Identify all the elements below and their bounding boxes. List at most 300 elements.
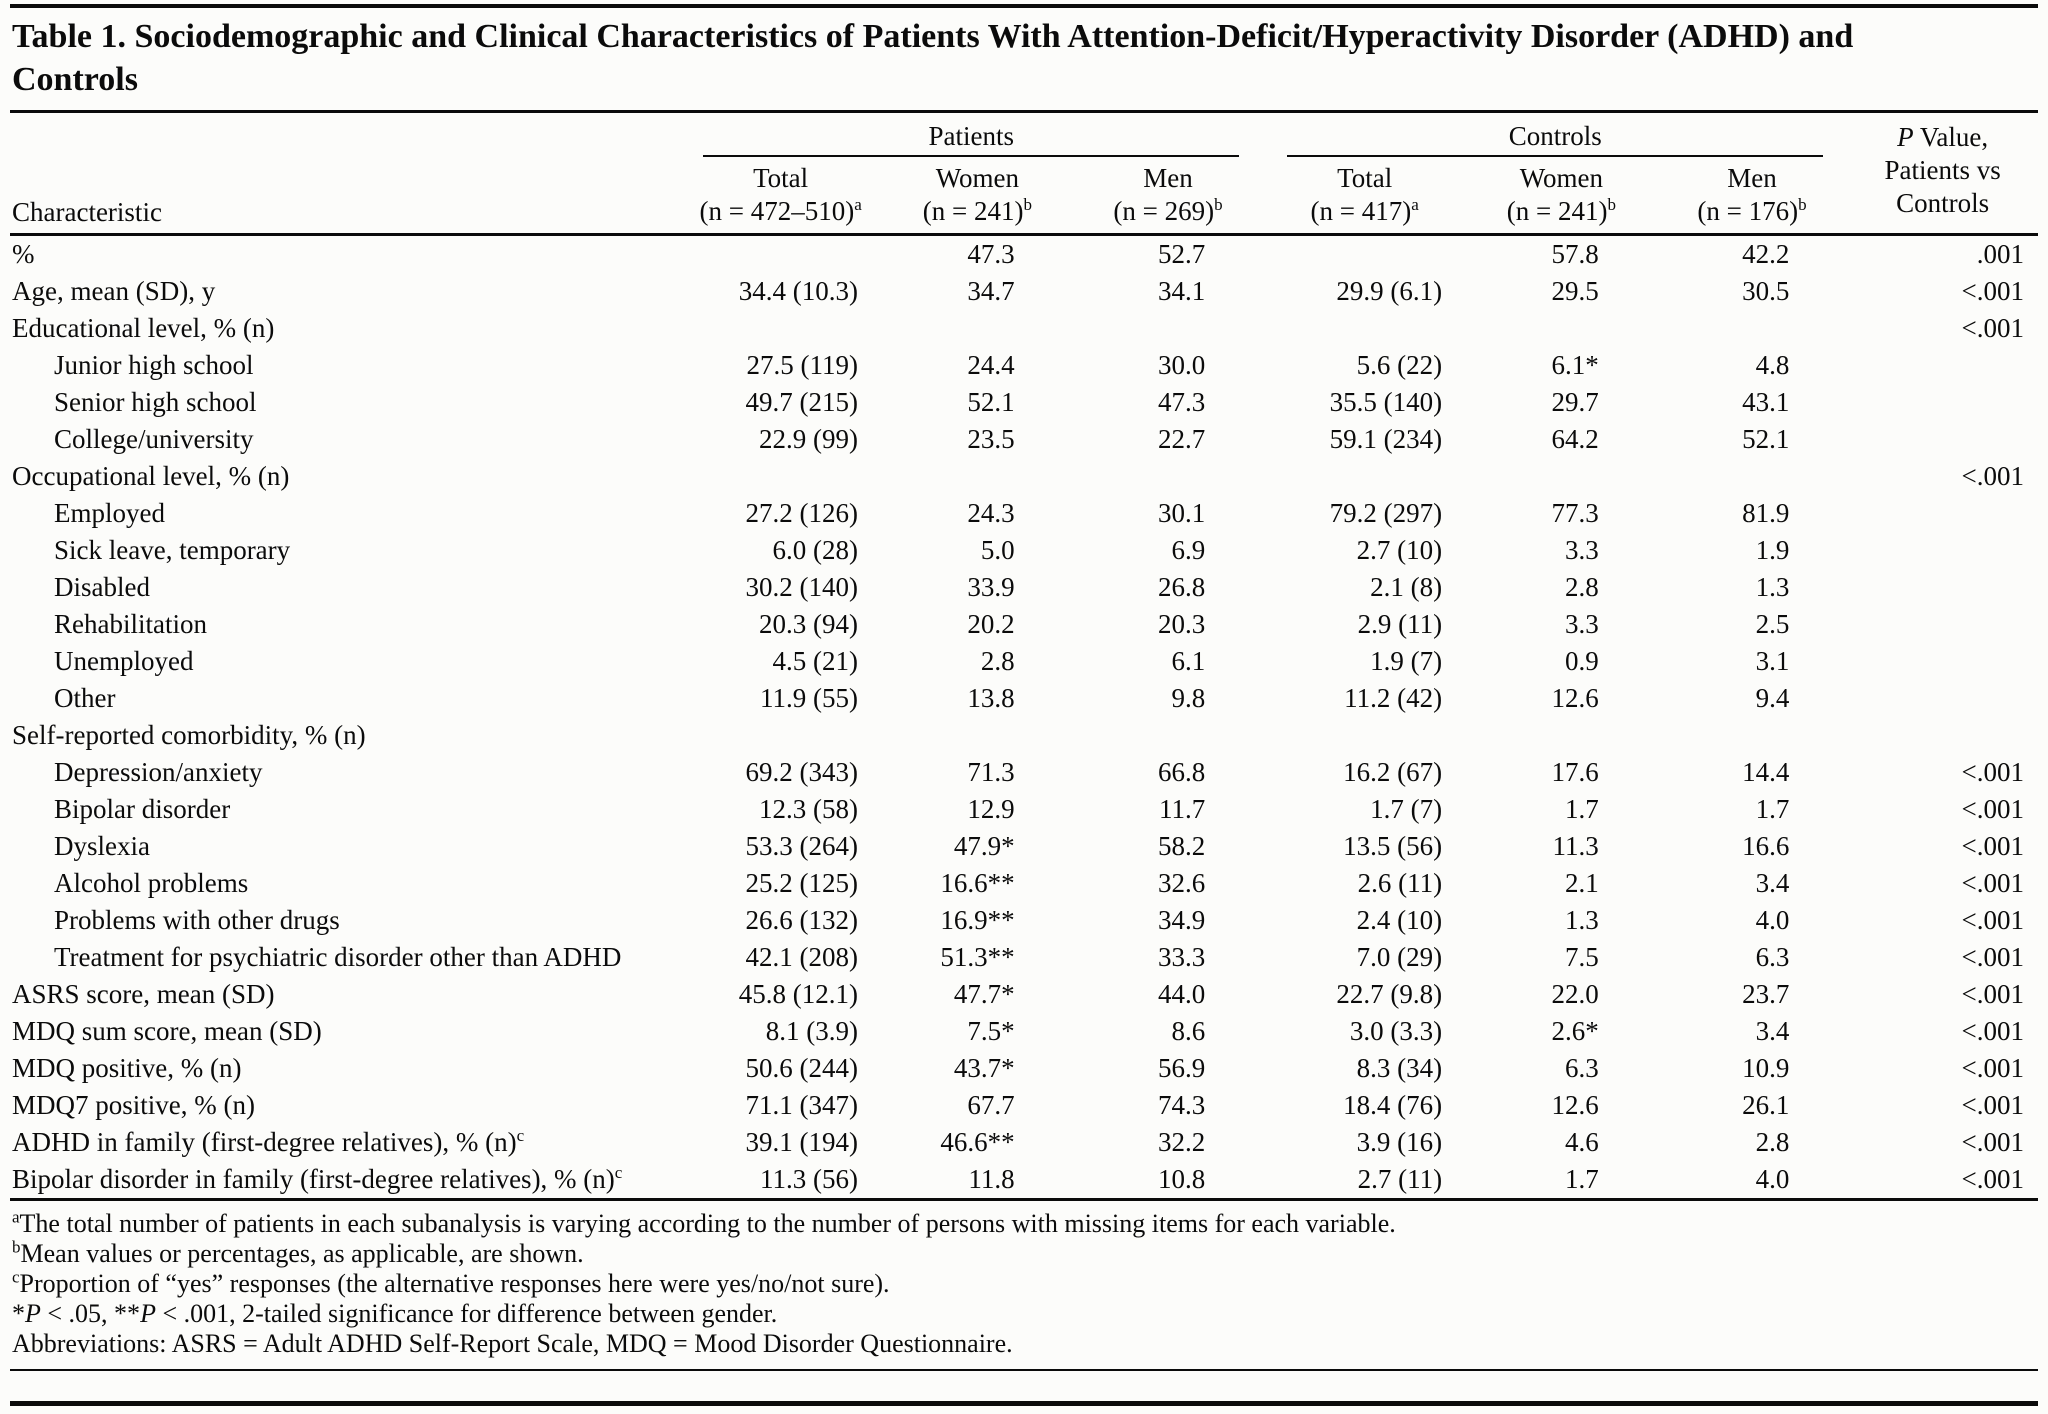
row-label-text: Sick leave, temporary	[54, 535, 291, 565]
cell-value: 9.4	[1755, 683, 1790, 713]
cell-value	[1263, 235, 1466, 274]
cell-value: <.001	[1961, 313, 2024, 343]
cell-value: 27.2 (126)	[745, 498, 859, 528]
cell-value: 27.5 (119)	[746, 350, 859, 380]
footnote-marker: c	[516, 1126, 525, 1145]
row-label-text: MDQ sum score, mean (SD)	[12, 1016, 322, 1046]
cell-value: 52.1	[967, 387, 1015, 417]
cell-value: 35.5 (140)	[1329, 387, 1443, 417]
cell-value: 11.8	[882, 1161, 1073, 1200]
table-row	[10, 791, 2038, 828]
cell-value: <.001	[1961, 979, 2024, 1009]
cell-value: 47.7*	[953, 979, 1015, 1009]
table-row	[10, 606, 2038, 643]
cell-value: 12.6	[1551, 1090, 1599, 1120]
cell-value	[1466, 310, 1657, 347]
column-header-patients-total	[679, 157, 882, 235]
table-row	[10, 643, 2038, 680]
cell-value	[1263, 310, 1466, 347]
cell-value	[1073, 458, 1264, 495]
table-row	[10, 1124, 2038, 1161]
footnote-text: < .05, **	[40, 1299, 141, 1328]
cell-value: 8.1 (3.9)	[765, 1016, 859, 1046]
cell-value: 6.3	[1564, 1053, 1599, 1083]
cell-value: 29.9 (6.1)	[1336, 276, 1443, 306]
column-title: Women	[1519, 163, 1604, 193]
cell-value: 24.4	[967, 350, 1015, 380]
cell-value: 2.8	[1564, 572, 1599, 602]
cell-value: 10.9	[1742, 1053, 1790, 1083]
column-n: (n = 472–510)$^a$	[699, 195, 862, 226]
footnote-marker: b	[12, 1237, 21, 1257]
cell-value: 33.3	[1158, 942, 1206, 972]
cell-value: 7.5	[1564, 942, 1599, 972]
row-label	[10, 421, 679, 458]
column-n: (n = 417)$^a$	[1310, 195, 1419, 226]
row-label-text: Alcohol problems	[54, 868, 249, 898]
cell-value: 22.9 (99)	[759, 424, 859, 454]
cell-value: 9.8	[1171, 683, 1206, 713]
cell-value: 46.6**	[940, 1127, 1015, 1157]
cell-value: 3.4	[1755, 868, 1790, 898]
row-label	[10, 1161, 679, 1200]
cell-value: 1.7 (7)	[1370, 794, 1443, 824]
column-title: Men	[1727, 163, 1777, 193]
cell-value: 12.3 (58)	[759, 794, 859, 824]
end-rule-thick	[10, 1401, 2038, 1406]
cell-value: 29.5	[1551, 276, 1599, 306]
footnote-marker: c	[12, 1267, 20, 1287]
cell-value: 6.1	[1171, 646, 1206, 676]
cell-value: 1.9 (7)	[1370, 646, 1443, 676]
cell-value: 6.1*	[1551, 350, 1599, 380]
table-row	[10, 1087, 2038, 1124]
cell-value: 2.7 (10)	[1356, 535, 1443, 565]
data-table	[10, 113, 2038, 1201]
cell-value: 10.8	[1073, 1161, 1264, 1200]
cell-value: 2.8	[1755, 1127, 1790, 1157]
cell-value: 20.3 (94)	[759, 609, 859, 639]
row-label-text: Treatment for psychiatric disorder other than ADHD	[54, 942, 622, 972]
cell-value	[1847, 384, 2038, 421]
row-label-text: Age, mean (SD), y	[12, 276, 216, 306]
row-label	[10, 384, 679, 421]
cell-value: 1.7	[1466, 1161, 1657, 1200]
cell-value: 34.1	[1158, 276, 1206, 306]
patients-group-header	[679, 113, 1263, 157]
row-label	[10, 939, 679, 976]
footnote-text: *	[12, 1299, 25, 1328]
cell-value: 79.2 (297)	[1329, 498, 1443, 528]
cell-value: 25.2 (125)	[745, 868, 859, 898]
row-label	[10, 458, 679, 495]
cell-value	[1847, 606, 2038, 643]
cell-value	[882, 458, 1073, 495]
cell-value: 52.1	[1742, 424, 1790, 454]
cell-value: 43.7*	[953, 1053, 1015, 1083]
cell-value: 1.9	[1755, 535, 1790, 565]
cell-value	[1263, 458, 1466, 495]
column-header-patients-women	[882, 157, 1073, 235]
cell-value	[1466, 458, 1657, 495]
cell-value: 77.3	[1551, 498, 1599, 528]
cell-value: 42.2	[1742, 239, 1790, 269]
cell-value: <.001	[1961, 1053, 2024, 1083]
cell-value	[679, 235, 882, 274]
pvalue-header-line3: Controls	[1896, 188, 1990, 218]
cell-value: 71.1 (347)	[745, 1090, 859, 1120]
header-group-row	[10, 113, 2038, 157]
row-label	[10, 495, 679, 532]
cell-value: 11.2 (42)	[1344, 683, 1443, 713]
cell-value: 49.7 (215)	[745, 387, 859, 417]
characteristic-header: Characteristic	[10, 113, 679, 235]
cell-value: 22.0	[1551, 979, 1599, 1009]
footnote-text: Proportion of “yes” responses (the alternative responses here were yes/no/not sure).	[19, 1269, 890, 1298]
cell-value: <.001	[1961, 1016, 2024, 1046]
cell-value: 3.0 (3.3)	[1349, 1016, 1443, 1046]
row-label	[10, 235, 679, 274]
footnote-text: Abbreviations: ASRS = Adult ADHD Self-Report Scale, MDQ = Mood Disorder Questionnaire.	[12, 1329, 1013, 1358]
footnote-marker: b	[1023, 195, 1032, 214]
table-row	[10, 976, 2038, 1013]
footnote-text: The total number of patients in each subanalysis is varying according to the number of persons with missing items for each variable.	[19, 1209, 1396, 1238]
cell-value	[679, 458, 882, 495]
cell-value: .001	[1976, 239, 2024, 269]
cell-value: 2.1 (8)	[1370, 572, 1443, 602]
footnote-text: P	[25, 1299, 41, 1328]
footnote-marker: b	[1607, 195, 1616, 214]
cell-value: 0.9	[1564, 646, 1599, 676]
row-label-text: Disabled	[54, 572, 150, 602]
row-label	[10, 1013, 679, 1050]
cell-value: 11.3	[1552, 831, 1599, 861]
cell-value: 7.0 (29)	[1356, 942, 1443, 972]
row-label	[10, 1124, 679, 1161]
column-header-controls-men	[1657, 157, 1848, 235]
cell-value: 59.1 (234)	[1329, 424, 1443, 454]
cell-value: 5.6 (22)	[1356, 350, 1443, 380]
table-row	[10, 939, 2038, 976]
table-row	[10, 458, 2038, 495]
cell-value	[1847, 643, 2038, 680]
cell-value: 57.8	[1551, 239, 1599, 269]
table-header	[10, 113, 2038, 235]
cell-value: 53.3 (264)	[745, 831, 859, 861]
footnote-line	[12, 1269, 2036, 1299]
row-label	[10, 569, 679, 606]
footnotes	[10, 1201, 2038, 1359]
row-label	[10, 1050, 679, 1087]
row-label-text: Problems with other drugs	[54, 905, 340, 935]
cell-value: 18.4 (76)	[1343, 1090, 1443, 1120]
cell-value: 29.7	[1551, 387, 1599, 417]
cell-value: 3.3	[1564, 535, 1599, 565]
cell-value: 26.6 (132)	[745, 905, 859, 935]
table-body	[10, 235, 2038, 1200]
footnote-line	[12, 1299, 2036, 1329]
cell-value: 45.8 (12.1)	[738, 979, 859, 1009]
table-row	[10, 273, 2038, 310]
cell-value: 2.5	[1755, 609, 1790, 639]
cell-value: 2.6*	[1551, 1016, 1599, 1046]
cell-value: 22.7	[1158, 424, 1206, 454]
cell-value: 30.5	[1742, 276, 1790, 306]
row-label	[10, 717, 679, 754]
cell-value: 47.3	[1158, 387, 1206, 417]
footnote-text: P	[140, 1299, 156, 1328]
cell-value: 34.7	[967, 276, 1015, 306]
cell-value: 2.9 (11)	[1357, 609, 1443, 639]
table-row	[10, 828, 2038, 865]
column-title: Total	[1337, 163, 1393, 193]
pvalue-header-line1	[1847, 121, 2038, 154]
cell-value	[882, 310, 1073, 347]
cell-value: 81.9	[1742, 498, 1790, 528]
cell-value	[679, 310, 882, 347]
row-label	[10, 1087, 679, 1124]
row-label-text: Junior high school	[54, 350, 254, 380]
column-title: Total	[753, 163, 809, 193]
cell-value: 56.9	[1158, 1053, 1206, 1083]
cell-value: 50.6 (244)	[745, 1053, 859, 1083]
cell-value: 20.2	[967, 609, 1015, 639]
table-row	[10, 347, 2038, 384]
cell-value: 16.6**	[940, 868, 1015, 898]
cell-value: <.001	[1961, 461, 2024, 491]
cell-value: 47.9*	[953, 831, 1015, 861]
cell-value: 26.8	[1158, 572, 1206, 602]
cell-value: 69.2 (343)	[745, 757, 859, 787]
row-label	[10, 754, 679, 791]
row-label-text: Bipolar disorder in family (first-degree relatives), % (n)	[12, 1164, 615, 1194]
cell-value: 17.6	[1551, 757, 1599, 787]
row-label-text: Other	[54, 683, 116, 713]
cell-value: 52.7	[1158, 239, 1206, 269]
column-n: (n = 241)$^b$	[922, 195, 1032, 226]
cell-value: 11.7	[1159, 794, 1206, 824]
cell-value: 34.4 (10.3)	[738, 276, 859, 306]
cell-value: 32.2	[1158, 1127, 1206, 1157]
table-row	[10, 1050, 2038, 1087]
cell-value: 51.3**	[940, 942, 1015, 972]
cell-value: <.001	[1961, 942, 2024, 972]
footnote-marker: a	[12, 1207, 20, 1227]
cell-value: 1.7	[1564, 794, 1599, 824]
footnote-marker: a	[854, 195, 862, 214]
table-row	[10, 421, 2038, 458]
cell-value: 2.4 (10)	[1356, 905, 1443, 935]
patients-group-label: Patients	[703, 121, 1239, 157]
table-row	[10, 754, 2038, 791]
row-label-text: %	[12, 239, 35, 269]
row-label-text: Senior high school	[54, 387, 257, 417]
cell-value	[1847, 717, 2038, 754]
table-row	[10, 902, 2038, 939]
cell-value: 42.1 (208)	[745, 942, 859, 972]
cell-value: 4.8	[1755, 350, 1790, 380]
footnote-line	[12, 1239, 2036, 1269]
cell-value: 30.0	[1158, 350, 1206, 380]
footnote-marker: c	[614, 1163, 623, 1182]
table-title-line2: Controls	[12, 61, 138, 98]
cell-value: 20.3	[1158, 609, 1206, 639]
cell-value: 67.7	[967, 1090, 1015, 1120]
footnote-text: Mean values or percentages, as applicable, are shown.	[20, 1239, 584, 1268]
row-label-text: Rehabilitation	[54, 609, 207, 639]
column-title: Women	[935, 163, 1019, 193]
cell-value	[1847, 532, 2038, 569]
row-label	[10, 606, 679, 643]
cell-value: 23.7	[1742, 979, 1790, 1009]
cell-value: 30.2 (140)	[745, 572, 859, 602]
table-row	[10, 865, 2038, 902]
row-label-text: Self-reported comorbidity, % (n)	[12, 720, 366, 750]
row-label	[10, 643, 679, 680]
cell-value: 64.2	[1551, 424, 1599, 454]
cell-value: 11.3 (56)	[679, 1161, 882, 1200]
table-row	[10, 717, 2038, 754]
column-title: Men	[1143, 163, 1193, 193]
cell-value: 2.1	[1564, 868, 1599, 898]
cell-value	[1847, 569, 2038, 606]
cell-value: 6.0 (28)	[772, 535, 859, 565]
table-row	[10, 495, 2038, 532]
cell-value	[1657, 458, 1848, 495]
cell-value: <.001	[1961, 868, 2024, 898]
pvalue-p-rest: Value,	[1913, 122, 1989, 152]
row-label	[10, 976, 679, 1013]
cell-value: 32.6	[1158, 868, 1206, 898]
column-header-patients-men	[1073, 157, 1264, 235]
row-label-text: MDQ positive, % (n)	[12, 1053, 242, 1083]
cell-value	[1847, 421, 2038, 458]
cell-value: 66.8	[1158, 757, 1206, 787]
cell-value: 24.3	[967, 498, 1015, 528]
cell-value: <.001	[1961, 1127, 2024, 1157]
cell-value: 8.3 (34)	[1356, 1053, 1443, 1083]
cell-value: 1.3	[1564, 905, 1599, 935]
pvalue-p-italic: P	[1897, 122, 1914, 152]
cell-value: 30.1	[1158, 498, 1206, 528]
row-label	[10, 532, 679, 569]
cell-value: 3.3	[1564, 609, 1599, 639]
column-n: (n = 269)$^b$	[1113, 195, 1223, 226]
column-header-controls-total	[1263, 157, 1466, 235]
cell-value: <.001	[1961, 757, 2024, 787]
cell-value: 4.0	[1755, 905, 1790, 935]
row-label-text: Educational level, % (n)	[12, 313, 275, 343]
table-row	[10, 1013, 2038, 1050]
row-label	[10, 791, 679, 828]
table-row	[10, 384, 2038, 421]
row-label	[10, 865, 679, 902]
table-row	[10, 532, 2038, 569]
cell-value	[1657, 717, 1848, 754]
cell-value	[1847, 495, 2038, 532]
cell-value: 12.6	[1551, 683, 1599, 713]
table-title-line1: Table 1. Sociodemographic and Clinical Characteristics of Patients With Attention-Deficit/Hyperactivity Disorder (ADHD) and	[12, 18, 1854, 55]
cell-value: 16.6	[1742, 831, 1790, 861]
controls-group-label: Controls	[1287, 121, 1823, 157]
pvalue-header-line2: Patients vs	[1884, 155, 2001, 185]
cell-value	[882, 717, 1073, 754]
end-rule-thin	[10, 1369, 2038, 1371]
row-label	[10, 902, 679, 939]
cell-value: 33.9	[967, 572, 1015, 602]
cell-value: 1.3	[1755, 572, 1790, 602]
pvalue-header	[1847, 113, 2038, 235]
row-label	[10, 273, 679, 310]
row-label-text: Employed	[54, 498, 165, 528]
cell-value: 4.6	[1564, 1127, 1599, 1157]
footnote-text: < .001, 2-tailed significance for difference between gender.	[155, 1299, 778, 1328]
cell-value: 3.4	[1755, 1016, 1790, 1046]
cell-value: 47.3	[967, 239, 1015, 269]
row-label-text: College/university	[54, 424, 254, 454]
table-figure	[0, 4, 2048, 1406]
cell-value: 22.7 (9.8)	[1336, 979, 1443, 1009]
cell-value	[1466, 717, 1657, 754]
row-label-text: Bipolar disorder	[54, 794, 231, 824]
footnote-marker: b	[1798, 195, 1807, 214]
footnote-marker: a	[1411, 195, 1419, 214]
cell-value: 43.1	[1742, 387, 1790, 417]
cell-value	[1847, 347, 2038, 384]
cell-value: 8.6	[1171, 1016, 1206, 1046]
cell-value	[1073, 717, 1264, 754]
table-row	[10, 680, 2038, 717]
cell-value: 3.1	[1755, 646, 1790, 676]
cell-value: 13.5 (56)	[1343, 831, 1443, 861]
cell-value: 3.9 (16)	[1356, 1127, 1443, 1157]
footnote-line	[12, 1329, 2036, 1359]
footnote-marker: b	[1214, 195, 1223, 214]
column-n: (n = 241)$^b$	[1506, 195, 1616, 226]
footnote-line	[12, 1209, 2036, 1239]
cell-value: <.001	[1847, 1161, 2038, 1200]
row-label	[10, 310, 679, 347]
cell-value: 44.0	[1158, 979, 1206, 1009]
row-label-text: Unemployed	[54, 646, 194, 676]
table-row	[10, 569, 2038, 606]
cell-value	[1073, 310, 1264, 347]
cell-value: 16.9**	[940, 905, 1015, 935]
table-title	[10, 8, 2038, 110]
cell-value: 2.6 (11)	[1357, 868, 1443, 898]
cell-value	[1263, 717, 1466, 754]
cell-value: 7.5*	[967, 1016, 1015, 1046]
row-label-text: ADHD in family (first-degree relatives), % (n)	[12, 1127, 517, 1157]
cell-value: <.001	[1961, 1090, 2024, 1120]
row-label-text: MDQ7 positive, % (n)	[12, 1090, 255, 1120]
cell-value: <.001	[1961, 276, 2024, 306]
table-row	[10, 235, 2038, 274]
row-label-text: ASRS score, mean (SD)	[12, 979, 275, 1009]
row-label-text: Dyslexia	[54, 831, 150, 861]
cell-value: 6.9	[1171, 535, 1206, 565]
cell-value: 2.7 (11)	[1263, 1161, 1466, 1200]
cell-value: 58.2	[1158, 831, 1206, 861]
cell-value: 5.0	[980, 535, 1015, 565]
cell-value: 11.9 (55)	[760, 683, 859, 713]
column-header-controls-women	[1466, 157, 1657, 235]
column-n: (n = 176)$^b$	[1697, 195, 1807, 226]
cell-value: 34.9	[1158, 905, 1206, 935]
cell-value: 14.4	[1742, 757, 1790, 787]
row-label-text: Occupational level, % (n)	[12, 461, 290, 491]
cell-value: 2.8	[980, 646, 1015, 676]
